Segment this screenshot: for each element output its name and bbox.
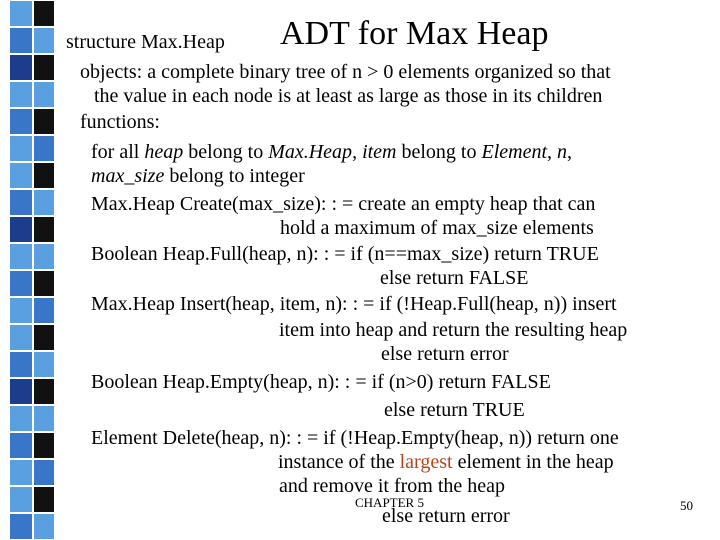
stripe-cell (10, 82, 32, 107)
stripe-cell (10, 109, 32, 134)
n-var: n (557, 141, 568, 163)
chapter-footer: CHAPTER 5 (355, 495, 424, 510)
insert-line-2: item into heap and return the resulting heap (279, 319, 628, 341)
stripe-cell (34, 487, 54, 512)
for-all-text-c: , (352, 141, 363, 163)
objects-line-1: objects: a complete binary tree of n > 0 elements organized so that (80, 61, 611, 83)
stripe-cell (10, 217, 32, 242)
stripe-cell (34, 298, 54, 323)
create-line-2: hold a maximum of max_size elements (280, 217, 594, 239)
structure-label: structure Max.Heap (66, 31, 225, 53)
heapempty-line-1: Boolean Heap.Empty(heap, n): : = if (n>0) return FALSE (91, 371, 551, 393)
functions-label: functions: (80, 111, 160, 133)
stripe-cell (10, 460, 32, 485)
delete-line-4: else return error (382, 505, 510, 527)
stripe-cell (10, 514, 32, 539)
stripe-cell (10, 244, 32, 269)
stripe-cell (10, 55, 32, 80)
max-size-line (91, 164, 305, 188)
stripe-cell (10, 352, 32, 377)
max-size-var: max_size (91, 165, 165, 187)
stripe-cell (34, 271, 54, 296)
for-all-text: for all (91, 141, 145, 163)
stripe-cell (34, 406, 54, 431)
stripe-cell (34, 163, 54, 188)
stripe-cell (34, 217, 54, 242)
max-size-rest: belong to integer (164, 165, 305, 187)
for-all-text-b: belong to (183, 141, 269, 163)
for-all-line (91, 140, 572, 164)
stripe-cell (10, 325, 32, 350)
delete-line-2c: element in the heap (452, 451, 614, 473)
stripe-cell (10, 298, 32, 323)
heapempty-line-2: else return TRUE (384, 399, 525, 421)
stripe-cell (10, 190, 32, 215)
left-decorative-stripe (0, 0, 60, 540)
stripe-cell (34, 379, 54, 404)
stripe-cell (34, 460, 54, 485)
stripe-cell (34, 1, 54, 26)
stripe-cell (10, 1, 32, 26)
heapfull-line-1: Boolean Heap.Full(heap, n): : = if (n==max_size) return TRUE (91, 243, 599, 265)
maxheap-type: Max.Heap (268, 141, 353, 163)
for-all-text-f: , (567, 141, 573, 163)
stripe-cell (34, 514, 54, 539)
stripe-cell (10, 433, 32, 458)
stripe-cell (10, 163, 32, 188)
stripe-cell (34, 28, 54, 53)
delete-line-1: Element Delete(heap, n): : = if (!Heap.Empty(heap, n)) return one (91, 427, 619, 449)
create-line-1: Max.Heap Create(max_size): : = create an empty heap that can (91, 193, 596, 215)
stripe-cell (34, 109, 54, 134)
stripe-cell (34, 55, 54, 80)
for-all-text-d: belong to (396, 141, 482, 163)
heap-var: heap (144, 141, 184, 163)
stripe-cell (34, 325, 54, 350)
stripe-cell (34, 433, 54, 458)
insert-line-3: else return error (381, 343, 509, 365)
heapfull-line-2: else return FALSE (380, 267, 529, 289)
item-var: item (362, 141, 397, 163)
page-number: 50 (680, 498, 693, 513)
stripe-cell (34, 136, 54, 161)
stripe-cell (34, 352, 54, 377)
objects-line-2: the value in each node is at least as large as those in its children (94, 85, 603, 107)
slide-title: ADT for Max Heap (280, 15, 549, 52)
stripe-cell (34, 82, 54, 107)
insert-line-1: Max.Heap Insert(heap, item, n): : = if (!Heap.Full(heap, n)) insert (91, 293, 617, 315)
delete-line-3: and remove it from the heap (279, 475, 506, 497)
stripe-cell (10, 487, 32, 512)
stripe-cell (34, 190, 54, 215)
for-all-text-e: , (547, 141, 558, 163)
stripe-cell (10, 379, 32, 404)
delete-line-2 (278, 450, 614, 474)
stripe-cell (10, 136, 32, 161)
stripe-cell (10, 28, 32, 53)
largest-highlight: largest (399, 451, 453, 473)
stripe-cell (10, 406, 32, 431)
element-type: Element (481, 141, 548, 163)
stripe-cell (34, 244, 54, 269)
delete-line-2a: instance of the (278, 451, 400, 473)
stripe-cell (10, 271, 32, 296)
